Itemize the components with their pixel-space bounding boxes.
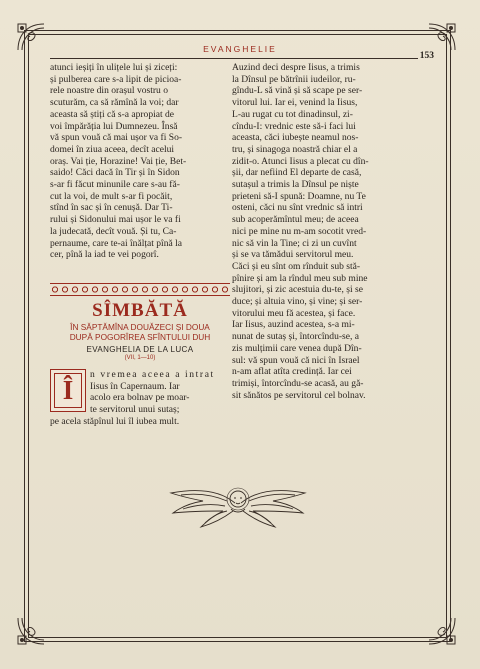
text-line: nic să vin la Tine; ci zi un cuvînt — [232, 237, 357, 249]
drop-cap-letter: Î — [54, 373, 82, 408]
header-rule — [50, 58, 418, 59]
text-line: slujitori, și zic acestuia du-te, și se — [232, 284, 363, 296]
text-line: Iisus în Capernaum. Iar — [90, 380, 180, 392]
right-column-text — [232, 62, 419, 401]
text-line: saido! Căci dacă în Tir și în Sidon — [50, 167, 180, 179]
text-line: și pulberea care s-a lipit de picioa- — [50, 73, 182, 85]
text-line: zidit-o. Atunci Iisus a plecat cu dîn- — [232, 155, 369, 167]
text-line: sutașul a trimis la Dînsul pe niște — [232, 179, 359, 191]
text-line: șii, dar nefiind El departe de casă, — [232, 167, 362, 179]
text-line: nunat de sutaș și, întorcîndu-se, a — [232, 331, 359, 343]
text-line: acolo era bolnav pe moar- — [90, 392, 190, 404]
subtitle-line: DUPĂ POGORÎREA SFÎNTULUI DUH — [69, 332, 211, 342]
left-column-text — [50, 62, 234, 261]
day-title: SÎMBĂTĂ — [92, 300, 188, 321]
subtitle-line: ÎN SĂPTĂMÎNA DOUĂZECI ȘI DOUA — [70, 322, 210, 332]
ornamental-band — [50, 283, 230, 296]
corner-ornament-icon — [425, 614, 459, 648]
gospel-heading: EVANGHELIA DE LA LUCA — [86, 345, 194, 354]
text-line: sul: vă spun vouă că nici în Israel — [232, 354, 360, 366]
text-line: pe acela stăpînul lui îl iubea mult. — [50, 415, 180, 427]
text-line: și se va tămădui servitorul meu. — [232, 249, 354, 261]
day-subtitle — [50, 322, 230, 342]
text-line: Iar Iisus, auzind acestea, s-a mi- — [232, 319, 355, 331]
text-line: vă spun vouă că mai ușor va fi So- — [50, 132, 183, 144]
text-line: pînire și am la rîndul meu sub mine — [232, 272, 368, 284]
winged-angel-icon — [163, 473, 313, 533]
text-line: Căci și eu sînt om rînduit sub stă- — [232, 260, 361, 272]
text-line: duce; și altuia vino, și vine; și ser- — [232, 296, 363, 308]
text-line: cer, pînă la iad te vei pogorî. — [50, 249, 159, 261]
page-number: 153 — [419, 51, 434, 61]
text-line: rele noastre din orașul vostru o — [50, 85, 168, 97]
text-line: scuturăm, ca să rămînă la voi; dar — [50, 97, 179, 109]
gospel-reference: (VII, 1—10) — [124, 355, 156, 361]
text-line: oraș. Vai ție, Horazine! Vai ție, Bet- — [50, 155, 187, 167]
text-line: vitorului meu fă acestea, și face. — [232, 307, 356, 319]
text-line: cîndu-I: vrednic este să-i faci lui — [232, 120, 356, 132]
text-line: osteni, căci nu sînt vrednic să intri — [232, 202, 363, 214]
text-line: tru, și sinagoga noastră chiar el a — [232, 143, 358, 155]
running-title: EVANGHELIE — [203, 44, 277, 54]
text-line: zis mulțimii care venea după Dîn- — [232, 342, 362, 354]
text-line: la judecată, decît vouă. Și tu, Ca- — [50, 225, 177, 237]
text-line: stînd în sac și în cenușă. Dar Ti- — [50, 202, 173, 214]
text-line: te servitorul unui sutaș; — [90, 404, 180, 416]
text-line: cut la voi, de mult s-ar fi pocăit, — [50, 190, 173, 202]
text-line: s-ar fi făcut minunile care s-au fă- — [50, 179, 180, 191]
corner-ornament-icon — [14, 614, 48, 648]
lead-word: n vremea aceea a intrat — [90, 369, 215, 380]
text-line: domei în ziua aceea, decît acelui — [50, 143, 175, 155]
text-line: Auzind deci despre Iisus, a trimis — [232, 62, 360, 73]
text-line: voi împărăția lui Dumnezeu. Însă — [50, 120, 178, 132]
text-line: la Dînsul pe bătrînii iudeilor, ru- — [232, 73, 356, 85]
text-line: vitorul lui. Iar ei, venind la Iisus, — [232, 97, 358, 109]
text-line: sit sănătos pe servitorul cel bolnav. — [232, 389, 366, 401]
text-line: gîndu-L să vină și să scape pe ser- — [232, 85, 363, 97]
text-line: L-au rugat cu tot dinadinsul, zi- — [232, 108, 353, 120]
text-line: prieteni să-I spună: Doamne, nu Te — [232, 190, 366, 202]
text-line: sub acoperămîntul meu; de aceea — [232, 214, 359, 226]
text-line: rului și Sidonului mai ușor le va fi — [50, 214, 181, 226]
text-line: aceasta, căci iubește neamul nos- — [232, 132, 359, 144]
text-line: n-am aflat atîta credință. Iar cei — [232, 366, 352, 378]
text-line: trimiși, întorcîndu-se acasă, au gă- — [232, 377, 364, 389]
drop-cap — [50, 369, 86, 412]
text-line: atunci ieșiți în ulițele lui și ziceți: — [50, 62, 178, 73]
text-line: nici pe mine nu m-am socotit vred- — [232, 225, 367, 237]
text-line: pernaume, care te-ai înălțat pînă la — [50, 237, 182, 249]
text-line: aceasta să știți că s-a apropiat de — [50, 108, 175, 120]
